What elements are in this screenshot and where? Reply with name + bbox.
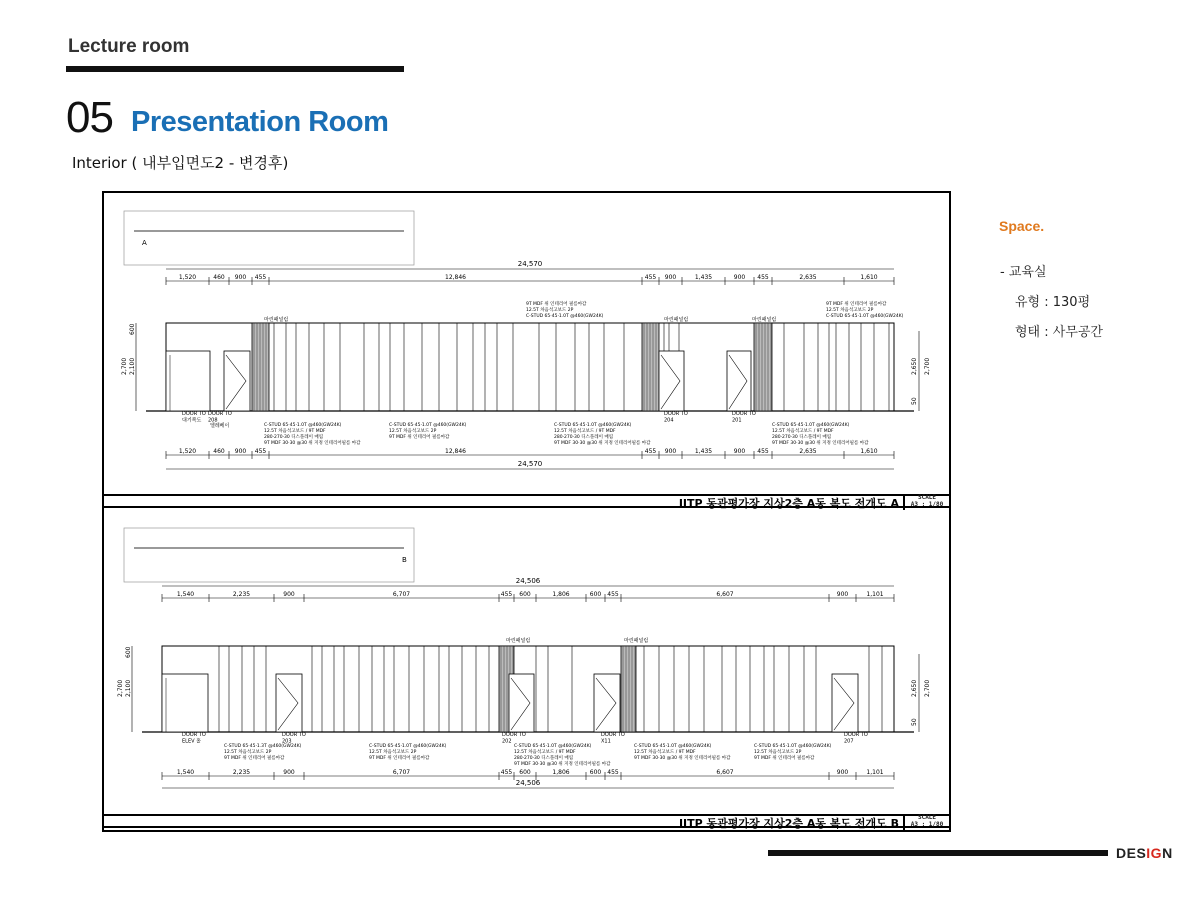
key-plan-marker-b: B <box>402 556 407 564</box>
title-strip-b <box>104 814 949 828</box>
spec-note-a: C-STUD 65·45·1.0T @460(GW24K) 12.5T 차음석고보드 / 9T MDF 280·270·30 디스플레이 매립 9T MDF 30·30 @30 위 지정 인테리어필름 마감 <box>554 423 651 446</box>
dim-value-top-a: 455 <box>644 274 657 281</box>
scale-box-b <box>903 814 949 830</box>
door-label-a: DOOR TO 204 <box>664 411 688 424</box>
height-dim-right-a: 2,650 <box>911 357 918 375</box>
dim-value-bottom-b: 1,101 <box>866 769 884 776</box>
scale-value-a: A3 : 1/80 <box>910 501 944 508</box>
space-item-type: 형태 : 사무공간 <box>1015 325 1103 340</box>
elevation-drawing-a <box>104 193 949 494</box>
door-label-b: DOOR TO 207 <box>844 732 868 745</box>
dim-value-bottom-a: 455 <box>644 448 657 455</box>
space-heading: Space. <box>999 218 1045 234</box>
footer-brand-a: DES <box>1116 845 1147 861</box>
dim-value-top-b: 1,540 <box>176 591 195 598</box>
section-number: 05 <box>66 93 113 142</box>
dim-value-top-a: 2,635 <box>799 274 817 281</box>
door-label-a: DOOR TO 대기복도 <box>182 411 206 424</box>
dim-value-bottom-a: 460 <box>213 448 225 455</box>
height-dim-right-b: 2,650 <box>911 679 918 697</box>
panel-label-a: 마린패널럼 <box>664 317 689 323</box>
door-label-b: DOOR TO ELEV 홀 <box>182 732 206 745</box>
display-panel-a <box>754 323 772 411</box>
dim-value-top-b: 600 <box>589 591 602 598</box>
height-dim-left-a: 2,100 <box>129 357 136 375</box>
dim-value-top-a: 900 <box>234 274 247 281</box>
height-dim-right-a: 2,700 <box>924 357 931 375</box>
display-panel-a <box>642 323 659 411</box>
height-dim-right-b: 2,700 <box>924 679 931 697</box>
footer-brand-c: N <box>1162 845 1173 861</box>
total-dim-top-a: 24,570 <box>517 260 543 268</box>
dim-value-top-b: 6,607 <box>716 591 734 598</box>
scale-label-b: SCALE <box>917 814 937 821</box>
height-dim-left-b: 2,700 <box>117 679 124 697</box>
dim-value-bottom-a: 1,610 <box>860 448 878 455</box>
panel-label-b: 마린패널럼 <box>506 638 531 644</box>
key-plan-marker-a: A <box>142 239 147 247</box>
door-a <box>727 351 751 411</box>
spec-note-a: 9T MDF 위 인테리어 필름마감 12.5T 차음석고보드 2P C-STUD 65·45·1.0T @460(GW24K) <box>526 302 604 319</box>
display-panel-a <box>252 323 269 411</box>
dim-value-bottom-b: 600 <box>519 769 531 776</box>
dim-value-top-a: 455 <box>254 274 267 281</box>
door-label-b: DOOR TO 203 <box>282 732 306 745</box>
dim-value-top-b: 455 <box>500 591 513 598</box>
section-label: Lecture room <box>68 36 190 57</box>
key-plan-b <box>124 528 414 582</box>
dim-value-top-b: 2,235 <box>232 591 251 598</box>
dim-value-top-b: 900 <box>283 591 295 598</box>
footer-brand-b: IG <box>1146 845 1163 861</box>
sheet-title-a: IITP 동관평가장 지상2층 A동 복도 전개도 A <box>678 497 899 510</box>
drawing-frame <box>102 191 951 832</box>
dim-value-top-a: 1,520 <box>178 274 197 281</box>
dim-value-top-b: 900 <box>836 591 849 598</box>
dim-value-top-b: 600 <box>519 591 531 598</box>
height-dim-left-b: 2,100 <box>125 679 132 697</box>
spec-note-a: 9T MDF 위 인테리어 필름마감 12.5T 차음석고보드 2P C-STUD 65·45·1.0T @460(GW24K) <box>826 302 904 319</box>
elevation-drawing-b <box>104 514 949 814</box>
dim-value-top-b: 1,101 <box>866 591 884 598</box>
space-list <box>1000 261 1103 351</box>
page-subtitle: Interior ( 내부입면도2 - 변경후) <box>72 154 289 172</box>
height-dim-left-a: 2,700 <box>121 357 128 375</box>
dim-value-bottom-b: 455 <box>607 769 619 776</box>
space-item-room: - 교육실 <box>1000 265 1047 280</box>
total-dim-top-b: 24,506 <box>515 577 541 585</box>
spec-note-b: C-STUD 65·45·1.0T @460(GW24K) 12.5T 차음석고보드 2P 9T MDF 위 인테리어 필름마감 <box>754 744 832 761</box>
dim-value-top-a: 12,846 <box>445 274 466 281</box>
dim-value-top-a: 900 <box>664 274 677 281</box>
door-a <box>166 351 210 411</box>
dim-value-bottom-b: 455 <box>500 769 513 776</box>
total-dim-bottom-b: 24,506 <box>515 779 541 787</box>
height-dim-right-b: 50 <box>911 718 918 726</box>
panel-label-a: 마린패널럼 <box>264 317 289 323</box>
height-dim-left-b: 600 <box>125 646 132 658</box>
dim-value-bottom-b: 6,707 <box>392 769 411 776</box>
title-strip-a <box>104 494 949 508</box>
dim-value-bottom-b: 1,540 <box>176 769 195 776</box>
total-dim-bottom-a: 24,570 <box>517 460 543 468</box>
dim-value-top-b: 1,806 <box>552 591 570 598</box>
dim-value-bottom-a: 900 <box>234 448 247 455</box>
height-dim-left-a: 600 <box>129 323 136 335</box>
dim-value-bottom-a: 1,435 <box>694 448 713 455</box>
dim-value-bottom-b: 600 <box>589 769 602 776</box>
door-b <box>162 674 208 732</box>
spec-note-b: C-STUD 65·45·1.0T @460(GW24K) 12.5T 차음석고보드 / 9T MDF 9T MDF 30·30 @30 위 지정 인테리어필름 마감 <box>634 744 731 761</box>
footer-brand <box>1116 845 1173 861</box>
space-item-size: 유형 : 130평 <box>1015 295 1091 310</box>
dim-value-top-b: 6,707 <box>392 591 411 598</box>
dim-value-top-a: 460 <box>213 274 225 281</box>
dim-value-bottom-a: 900 <box>664 448 677 455</box>
door-label-a: DOOR TO 201 <box>732 411 756 424</box>
dim-value-top-a: 455 <box>757 274 769 281</box>
dim-value-top-a: 1,610 <box>860 274 878 281</box>
dim-value-top-a: 1,435 <box>694 274 713 281</box>
spec-note-a: C-STUD 65·45·1.0T @460(GW24K) 12.5T 차음석고보드 2P 9T MDF 위 인테리어 필름마감 <box>389 423 467 440</box>
dim-value-bottom-b: 900 <box>836 769 849 776</box>
dim-value-top-b: 455 <box>607 591 619 598</box>
spec-note-b: C-STUD 65·45·1.3T @460(GW24K) 12.5T 차음석고보드 2P 9T MDF 위 인테리어 필름마감 <box>224 744 302 761</box>
door-label-a: 엘레베이 <box>210 423 230 429</box>
spec-note-a: C-STUD 65·45·1.0T @460(GW24K) 12.5T 차음석고보드 / 9T MDF 280·270·30 디스플레이 매립 9T MDF 30·30 @30 위 지정 인테리어필름 마감 <box>264 423 361 446</box>
key-plan-a <box>124 211 414 265</box>
spec-note-b: C-STUD 65·45·1.0T @460(GW24K) 12.5T 차음석고보드 / 9T MDF 280·270·30 디스플레이 매립 9T MDF 30·30 @30 위 지정 인테리어필름 마감 <box>514 744 611 767</box>
scale-label-a: SCALE <box>917 494 937 501</box>
dim-value-bottom-a: 1,520 <box>178 448 197 455</box>
dim-value-bottom-b: 6,607 <box>716 769 734 776</box>
dim-value-bottom-a: 2,635 <box>799 448 817 455</box>
dim-value-bottom-b: 1,806 <box>552 769 570 776</box>
scale-box-a <box>903 494 949 510</box>
door-label-b: DOOR TO 202 <box>502 732 526 745</box>
dim-value-bottom-a: 12,846 <box>445 448 466 455</box>
panel-label-b: 마린패널럼 <box>624 638 649 644</box>
dim-value-bottom-a: 455 <box>254 448 267 455</box>
dim-value-bottom-b: 900 <box>283 769 295 776</box>
spec-note-a: C-STUD 65·45·1.0T @460(GW24K) 12.5T 차음석고보드 / 9T MDF 280·270·30 디스플레이 매립 9T MDF 30·30 @30 위 지정 인테리어필름 마감 <box>772 423 869 446</box>
panel-label-a: 마린패널럼 <box>752 317 777 323</box>
dim-value-bottom-a: 900 <box>733 448 746 455</box>
sheet-title-b: IITP 동관평가장 지상2층 A동 복도 전개도 B <box>678 817 899 830</box>
dim-value-bottom-a: 455 <box>757 448 769 455</box>
wall-outline-a <box>166 323 894 411</box>
height-dim-right-a: 50 <box>911 397 918 405</box>
dim-value-bottom-b: 2,235 <box>232 769 251 776</box>
door-label-b: DOOR TO X11 <box>601 732 625 745</box>
dim-value-top-a: 900 <box>733 274 746 281</box>
scale-value-b: A3 : 1/80 <box>910 821 944 828</box>
door-label-a: DOOR TO 208 <box>208 411 232 424</box>
spec-note-b: C-STUD 65·45·1.0T @460(GW24K) 12.5T 차음석고보드 2P 9T MDF 위 인테리어 필름마감 <box>369 744 447 761</box>
header-rule <box>66 66 404 72</box>
page-title: Presentation Room <box>131 106 389 138</box>
footer-rule <box>768 850 1108 856</box>
